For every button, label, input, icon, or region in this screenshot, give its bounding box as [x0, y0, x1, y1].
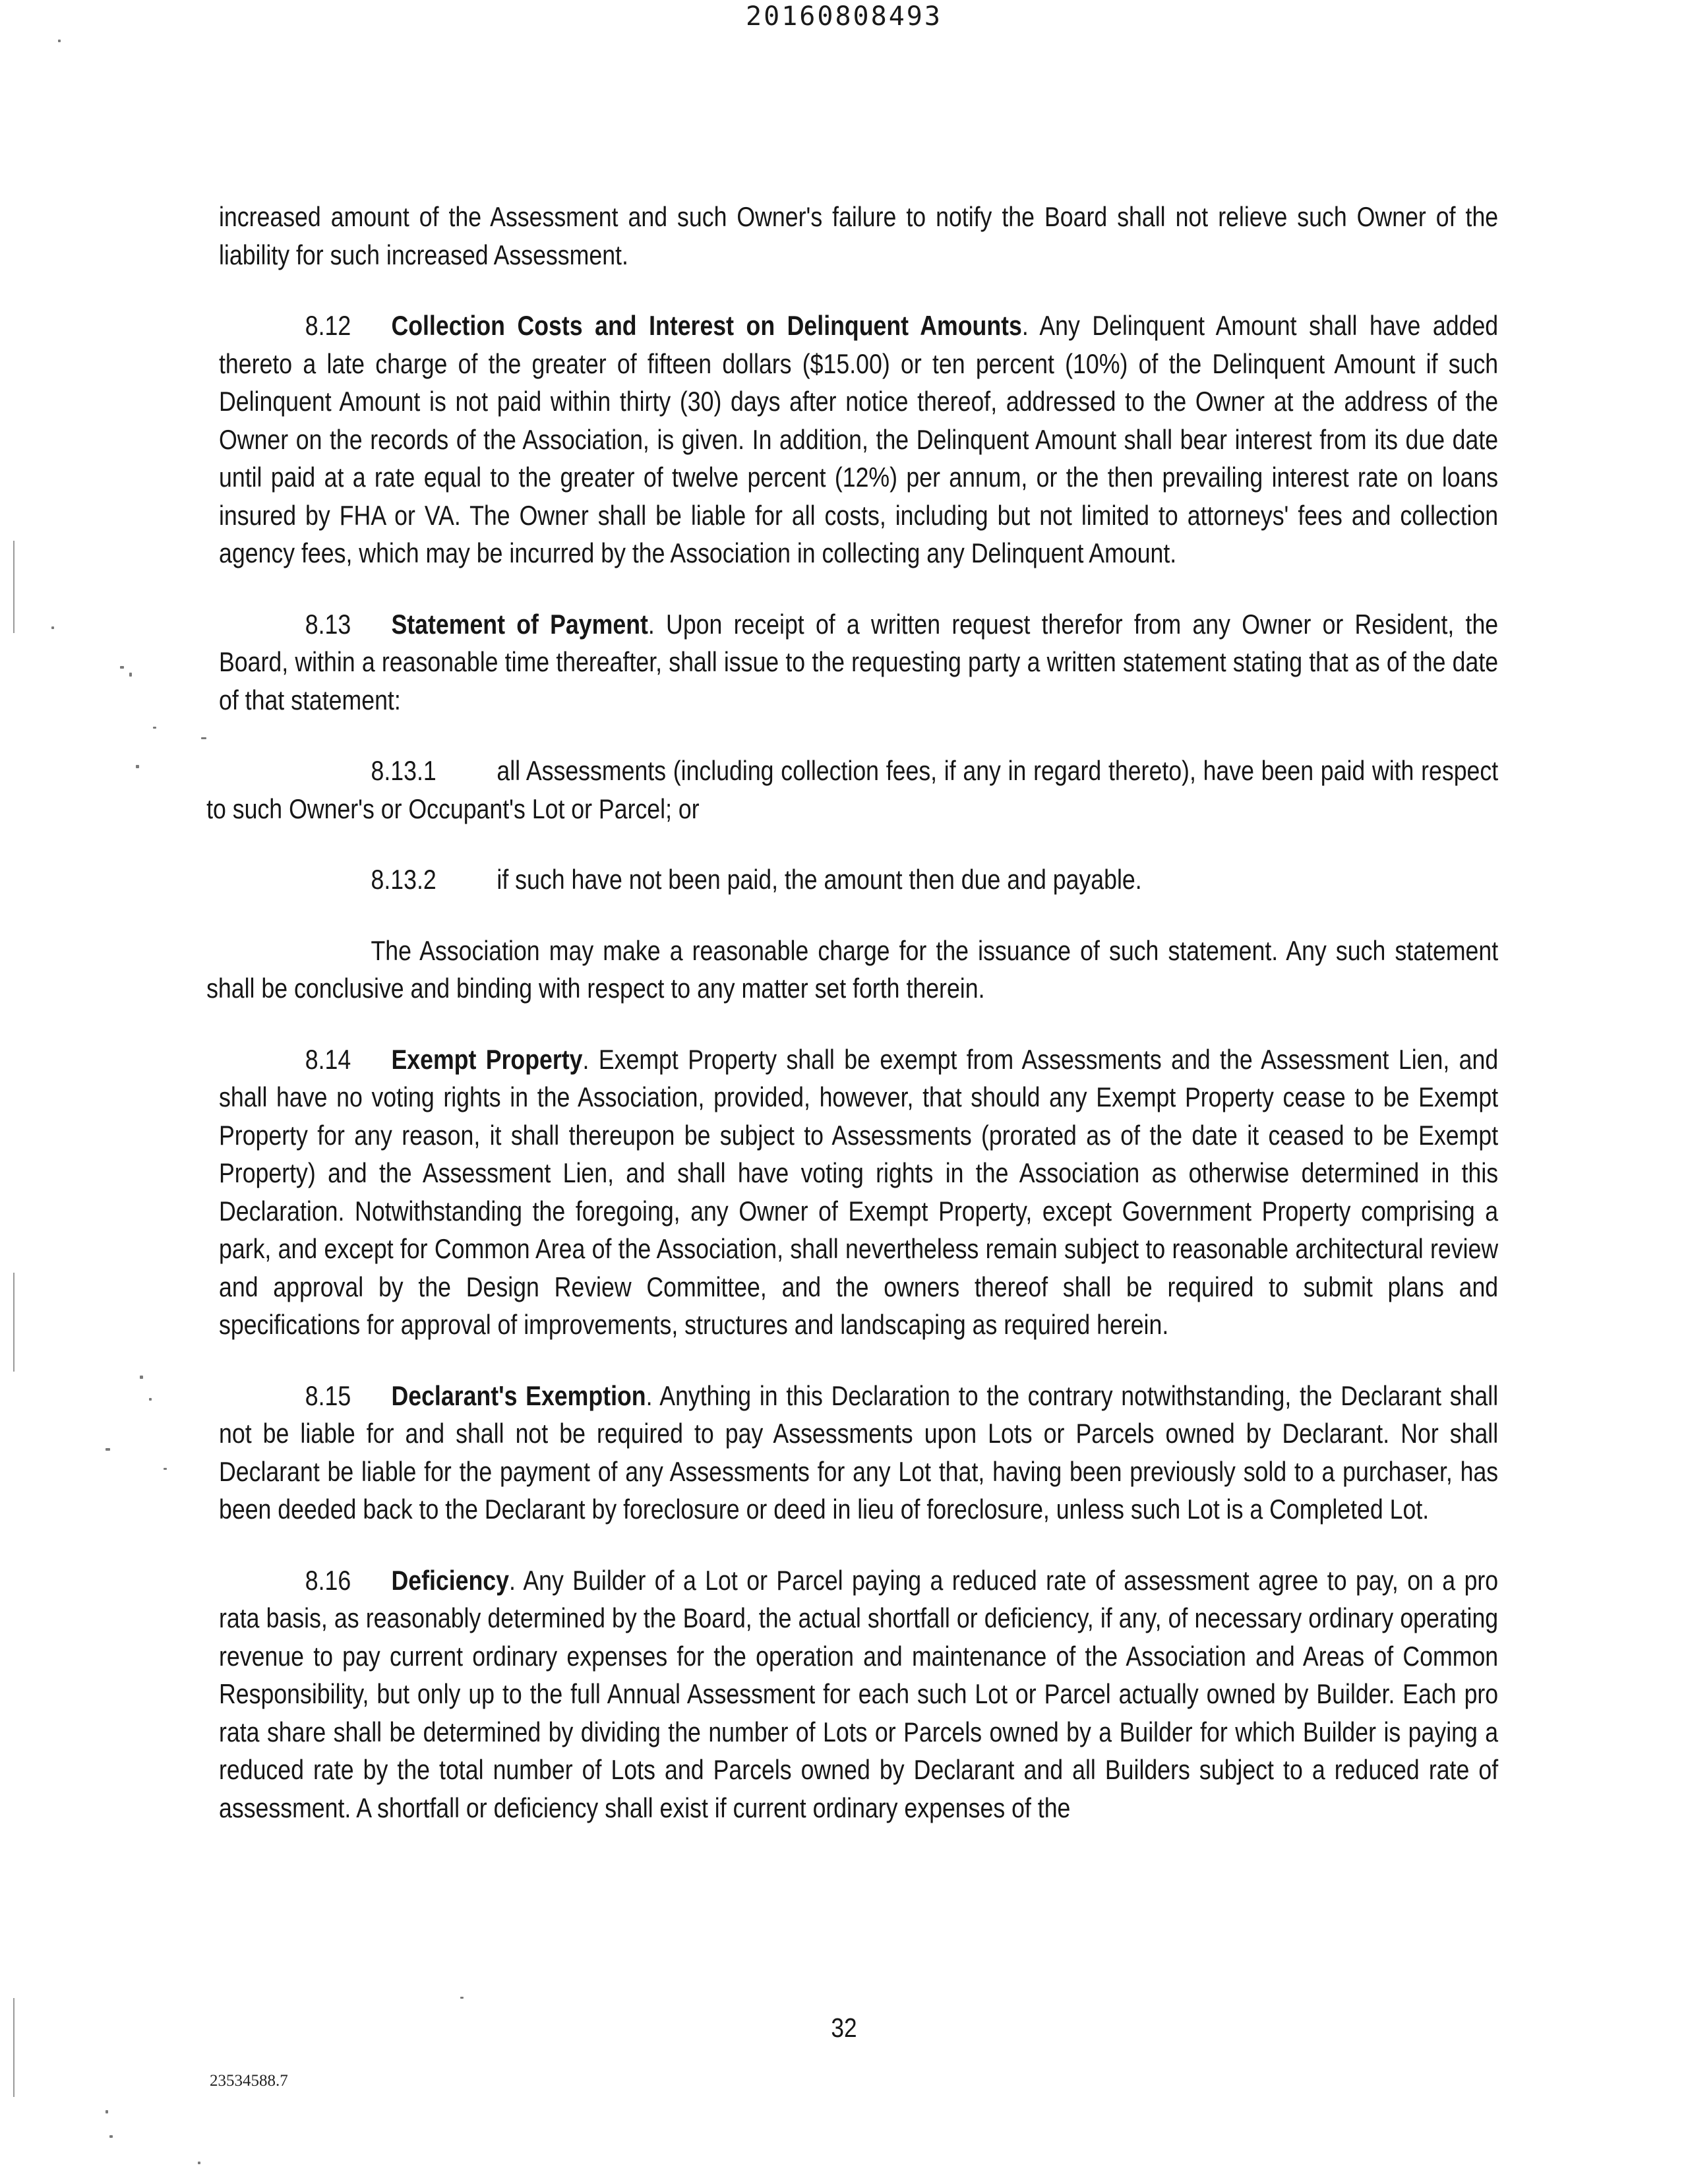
section-number: 8.14 — [305, 1043, 351, 1075]
scan-artifact-speck — [153, 727, 156, 729]
section-number: 8.16 — [305, 1564, 351, 1596]
section-8-13-closing — [206, 932, 1498, 1008]
scan-artifact-speck — [149, 1398, 152, 1401]
scan-artifact-speck — [460, 1997, 464, 1999]
scan-artifact-speck — [136, 765, 139, 768]
document-body — [206, 198, 1499, 1827]
closing-text: The Association may make a reasonable charge for the issuance of such statement. Any such statement shall be conclusive and binding with respect to any matter set forth therein. — [206, 934, 1499, 1004]
section-text: Any Builder of a Lot or Parcel paying a reduced rate of assessment agree to pay, on a pro rata basis, as reasonably determined by the Board, the actual shortfall or deficiency, if any, of necessary ordinary operating revenue to pay current ordinary expenses for the operation and maintenance of the Association and Areas of Common Responsibility, but only up to the full Annual Assessment for each such Lot or Parcel actually owned by Builder. Each pro rata share shall be determined by dividing the number of Lots or Parcels owned by a Builder for which Builder is paying a reduced rate by the total number of Lots and Parcels owned by Declarant and all Builders subject to a reduced rate of assessment. A shortfall or deficiency shall exist if current ordinary expenses of the — [219, 1564, 1499, 1823]
section-8-13: 8.13 Statement of Payment. Upon receipt of a written request therefor from any Owner or Resident, the Board, within a reasonable time thereafter, shall issue to the requesting party a written statement stating that as of the date of that statement: — [219, 605, 1498, 719]
section-heading: Deficiency — [391, 1564, 509, 1596]
section-heading: Statement of Payment — [391, 608, 648, 640]
section-number: 8.12 — [305, 310, 351, 341]
scan-artifact-speck — [201, 737, 206, 739]
section-text: Anything in this Declaration to the contrary notwithstanding, the Declarant shall not be liable for and shall not be required to pay Assessments upon Lots or Parcels owned by Declarant. Nor shall Declarant be liable for the payment of any Assessments for any Lot that, having been previously sold to a purchaser, has been deeded back to the Declarant by foreclosure or deed in lieu of foreclosure, unless such Lot is a Completed Lot. — [219, 1380, 1499, 1525]
scan-artifact-speck — [51, 626, 54, 629]
section-text: Exempt Property shall be exempt from Assessments and the Assessment Lien, and shall have no voting rights in the Association, provided, however, that should any Exempt Property cease to be Exempt Property for any reason, it shall thereupon be subject to Assessments (prorated as of the date it ceased to be Exempt Property) and the Assessment Lien, and shall have voting rights in the Association as otherwise determined in this Declaration. Notwithstanding the foregoing, any Owner of Exempt Property, except Government Property comprising a park, and except for Common Area of the Association, shall nevertheless remain subject to reasonable architectural review and approval by the Design Review Committee, and the owners thereof shall be required to submit plans and specifications for approval of improvements, structures and landscaping as required herein. — [219, 1043, 1499, 1340]
scan-artifact-speck — [58, 40, 61, 42]
scan-artifact-speck — [120, 666, 124, 669]
recording-number: 20160808493 — [746, 1, 942, 32]
section-number: 8.13 — [305, 608, 351, 640]
scan-artifact-line — [13, 1273, 15, 1372]
section-heading: Declarant's Exemption — [391, 1380, 646, 1411]
scan-artifact-speck — [198, 2162, 200, 2164]
subsection-text: all Assessments (including collection fees, if any in regard thereto), have been paid with respect to such Owner's or Occupant's Lot or Parcel; or — [206, 755, 1499, 824]
scan-artifact-speck — [129, 673, 132, 677]
section-text: Upon receipt of a written request therefor from any Owner or Resident, the Board, within a reasonable time thereafter, shall issue to the requesting party a written statement stating that as of the date of that statement: — [219, 608, 1499, 715]
section-8-16: 8.16 Deficiency. Any Builder of a Lot or Parcel paying a reduced rate of assessment agree to pay, on a pro rata basis, as reasonably determined by the Board, the actual shortfall or deficiency, if any, of necessary ordinary operating revenue to pay current ordinary expenses for the operation and maintenance of the Association and Areas of Common Responsibility, but only up to the full Annual Assessment for each such Lot or Parcel actually owned by Builder. Each pro rata share shall be determined by dividing the number of Lots or Parcels owned by a Builder for which Builder is paying a reduced rate by the total number of Lots and Parcels owned by Declarant and all Builders subject to a reduced rate of assessment. A shortfall or deficiency shall exist if current ordinary expenses of the — [219, 1562, 1498, 1827]
scan-artifact-speck — [106, 2110, 108, 2113]
document-id: 23534588.7 — [210, 2072, 288, 2090]
subsection-8-13-1 — [206, 752, 1498, 828]
subsection-number: 8.13.2 — [371, 864, 437, 895]
subsection-number: 8.13.1 — [371, 755, 437, 786]
section-text: Any Delinquent Amount shall have added thereto a late charge of the greater of fifteen dollars ($15.00) or ten percent (10%) of the Delinquent Amount if such Delinquent Amount is not paid within thirty (30) days after notice thereof, addressed to the Owner at the address of the Owner on the records of the Association, is given. In addition, the Delinquent Amount shall bear interest from its due date until paid at a rate equal to the greater of twelve percent (12%) per annum, or the then prevailing interest rate on loans insured by FHA or VA. The Owner shall be liable for all costs, including but not limited to attorneys' fees and collection agency fees, which may be incurred by the Association in collecting any Delinquent Amount. — [219, 310, 1499, 568]
carryover-paragraph — [219, 198, 1498, 274]
scan-artifact-speck — [109, 2135, 113, 2138]
section-heading: Exempt Property — [391, 1043, 583, 1075]
scan-artifact-speck — [140, 1376, 143, 1379]
scan-artifact-line — [13, 1998, 15, 2097]
section-heading: Collection Costs and Interest on Delinquent Amounts — [391, 310, 1022, 341]
subsection-8-13-2 — [206, 861, 1498, 899]
scan-artifact-speck — [164, 1468, 167, 1470]
subsection-text: if such have not been paid, the amount then due and payable. — [497, 864, 1142, 895]
carryover-text: increased amount of the Assessment and such Owner's failure to notify the Board shall not relieve such Owner of the liability for such increased Assessment. — [219, 201, 1499, 270]
scan-artifact-line — [13, 541, 15, 633]
section-8-12: 8.12 Collection Costs and Interest on Delinquent Amounts. Any Delinquent Amount shall have added thereto a late charge of the greater of fifteen dollars ($15.00) or ten percent (10%) of the Delinquent Amount if such Delinquent Amount is not paid within thirty (30) days after notice thereof, addressed to the Owner at the address of the Owner on the records of the Association, is given. In addition, the Delinquent Amount shall bear interest from its due date until paid at a rate equal to the greater of twelve percent (12%) per annum, or the then prevailing interest rate on loans insured by FHA or VA. The Owner shall be liable for all costs, including but not limited to attorneys' fees and collection agency fees, which may be incurred by the Association in collecting any Delinquent Amount. — [219, 307, 1498, 572]
page-number: 32 — [831, 2013, 857, 2043]
section-8-15: 8.15 Declarant's Exemption. Anything in this Declaration to the contrary notwithstanding, the Declarant shall not be liable for and shall not be required to pay Assessments upon Lots or Parcels owned by Declarant. Nor shall Declarant be liable for the payment of any Assessments for any Lot that, having been previously sold to a purchaser, has been deeded back to the Declarant by foreclosure or deed in lieu of foreclosure, unless such Lot is a Completed Lot. — [219, 1377, 1498, 1529]
section-8-14: 8.14 Exempt Property. Exempt Property shall be exempt from Assessments and the Assessment Lien, and shall have no voting rights in the Association, provided, however, that should any Exempt Property cease to be Exempt Property for any reason, it shall thereupon be subject to Assessments (prorated as of the date it ceased to be Exempt Property) and the Assessment Lien, and shall have voting rights in the Association as otherwise determined in this Declaration. Notwithstanding the foregoing, any Owner of Exempt Property, except Government Property comprising a park, and except for Common Area of the Association, shall nevertheless remain subject to reasonable architectural review and approval by the Design Review Committee, and the owners thereof shall be required to submit plans and specifications for approval of improvements, structures and landscaping as required herein. — [219, 1041, 1498, 1344]
scan-artifact-speck — [106, 1448, 110, 1451]
section-number: 8.15 — [305, 1380, 351, 1411]
